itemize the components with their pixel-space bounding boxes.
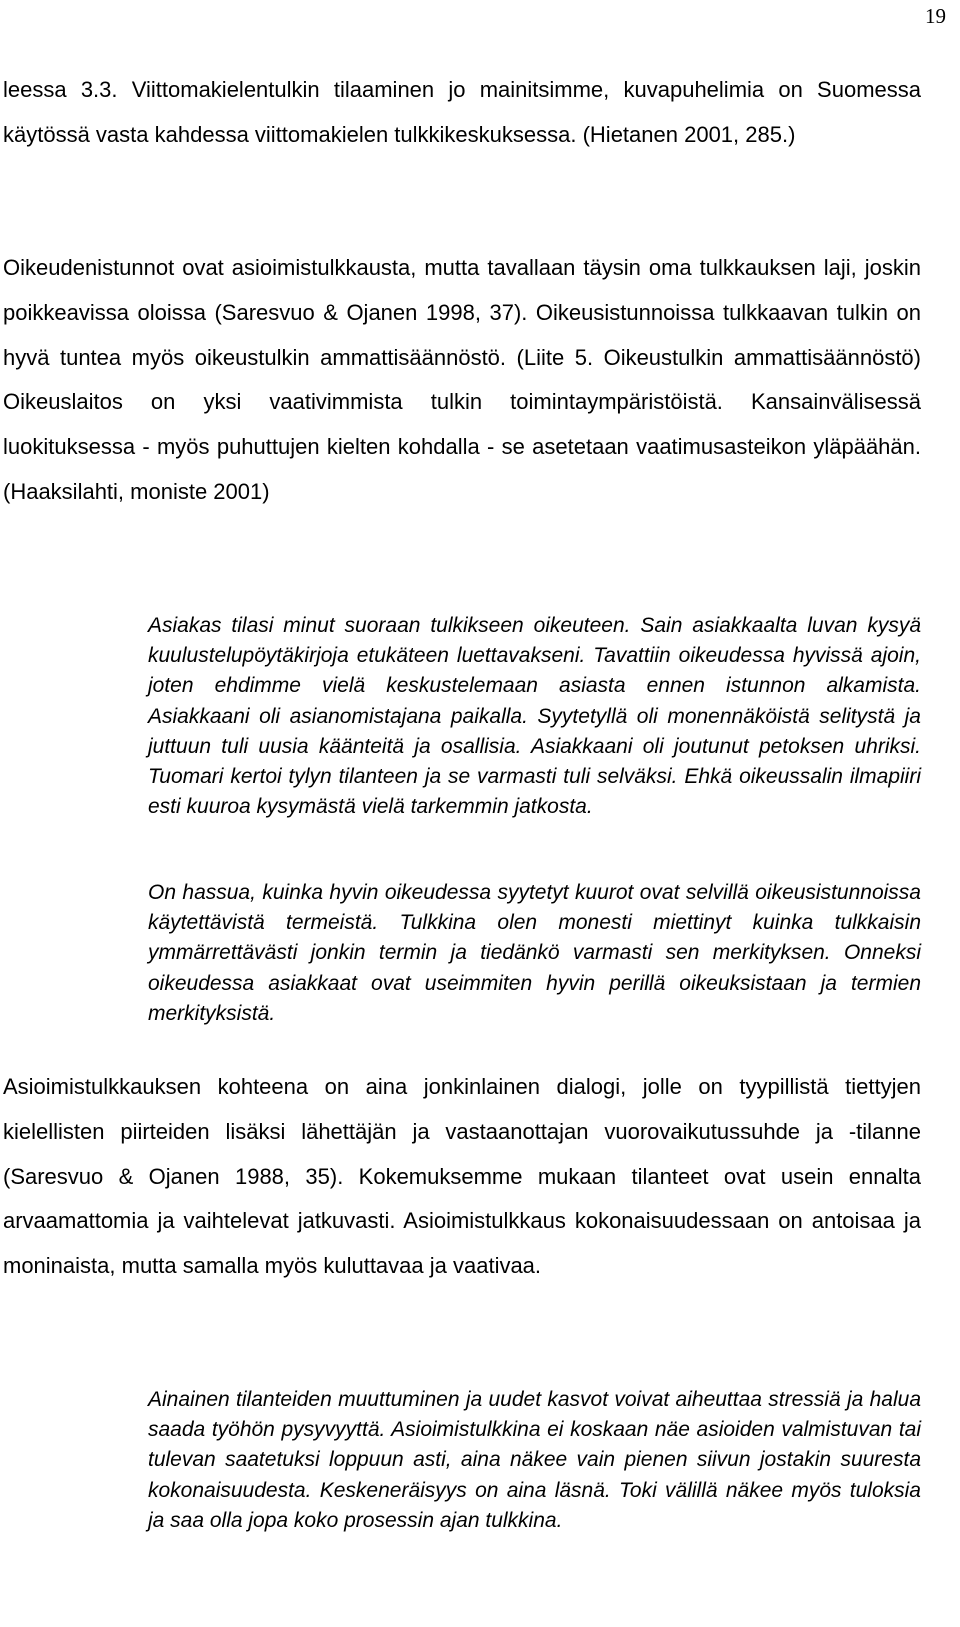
body-paragraph-2: Oikeudenistunnot ovat asioimistulkkausta, mutta tavallaan täysin oma tulkkauksen laji, joskin poikkeavissa oloissa (Saresvuo & Ojanen 1998, 37). Oikeusistunnoissa tulkkaavan tulkin on hyvä tuntea myös oikeustulkin ammattisäännöstö. (Liite 5. Oikeustulkin ammattisäännöstö) Oikeuslaitos on yksi vaativimmista tulkin toimintaympäristöistä. Kansainvälisessä luokituksessa - myös puhuttujen kielten kohdalla - se asetetaan vaatimusasteikon yläpäähän. (Haaksilahti, moniste 2001) — [3, 255, 921, 504]
quote-block-1: Asiakas tilasi minut suoraan tulkikseen oikeuteen. Sain asiakkaalta luvan kysyä kuulustelupöytäkirjoja etukäteen luettavakseni. Tavattiin oikeudessa hyvissä ajoin, joten ehdimme vielä keskustelemaan asiasta ennen istunnon alkamista. Asiakkaani oli asianomistajana paikalla. Syytetyllä oli monennäköistä selitystä ja juttuun tuli uusia käänteitä ja osallisia. Asiakkaani oli joutunut petoksen uhriksi. Tuomari kertoi tylyn tilanteen ja se varmasti tuli selväksi. Ehkä oikeussalin ilmapiiri esti kuuroa kysymästä vielä tarkemmin jatkosta. — [148, 614, 921, 819]
page-number: 19 — [925, 4, 946, 28]
quote-block-3: Ainainen tilanteiden muuttuminen ja uudet kasvot voivat aiheuttaa stressiä ja halua saada työhön pysyvyyttä. Asioimistulkkina ei koskaan näe asioiden valmistuvan tai tulevan saatetuksi loppuun asti, aina näkee vain pienen siivun jostakin suuresta kokonaisuudesta. Keskeneräisyys on aina läsnä. Toki välillä näkee myös tuloksia ja saa olla jopa koko prosessin ajan tulkkina. — [148, 1388, 921, 1532]
quote-block-2: On hassua, kuinka hyvin oikeudessa syytetyt kuurot ovat selvillä oikeusistunnoissa käytettävistä termeistä. Tulkkina olen monesti miettinyt kuinka tulkkaisin ymmärrettävästi jonkin termin ja tiedänkö varmasti sen merkityksen. Onneksi oikeudessa asiakkaat ovat useimmiten hyvin perillä oikeuksistaan ja termien merkityksistä. — [148, 881, 921, 1025]
body-paragraph-1: leessa 3.3. Viittomakielentulkin tilaaminen jo mainitsimme, kuvapuhelimia on Suomessa käytössä vasta kahdessa viittomakielen tulkkikeskuksessa. (Hietanen 2001, 285.) — [3, 77, 921, 147]
body-paragraph-3: Asioimistulkkauksen kohteena on aina jonkinlainen dialogi, jolle on tyypillistä tiettyjen kielellisten piirteiden lisäksi lähettäjän ja vastaanottajan vuorovaikutussuhde ja -tilanne (Saresvuo & Ojanen 1988, 35). Kokemuksemme mukaan tilanteet ovat usein ennalta arvaamattomia ja vaihtelevat jatkuvasti. Asioimistulkkaus kokonaisuudessaan on antoisaa ja moninaista, mutta samalla myös kuluttavaa ja vaativaa. — [3, 1074, 921, 1279]
